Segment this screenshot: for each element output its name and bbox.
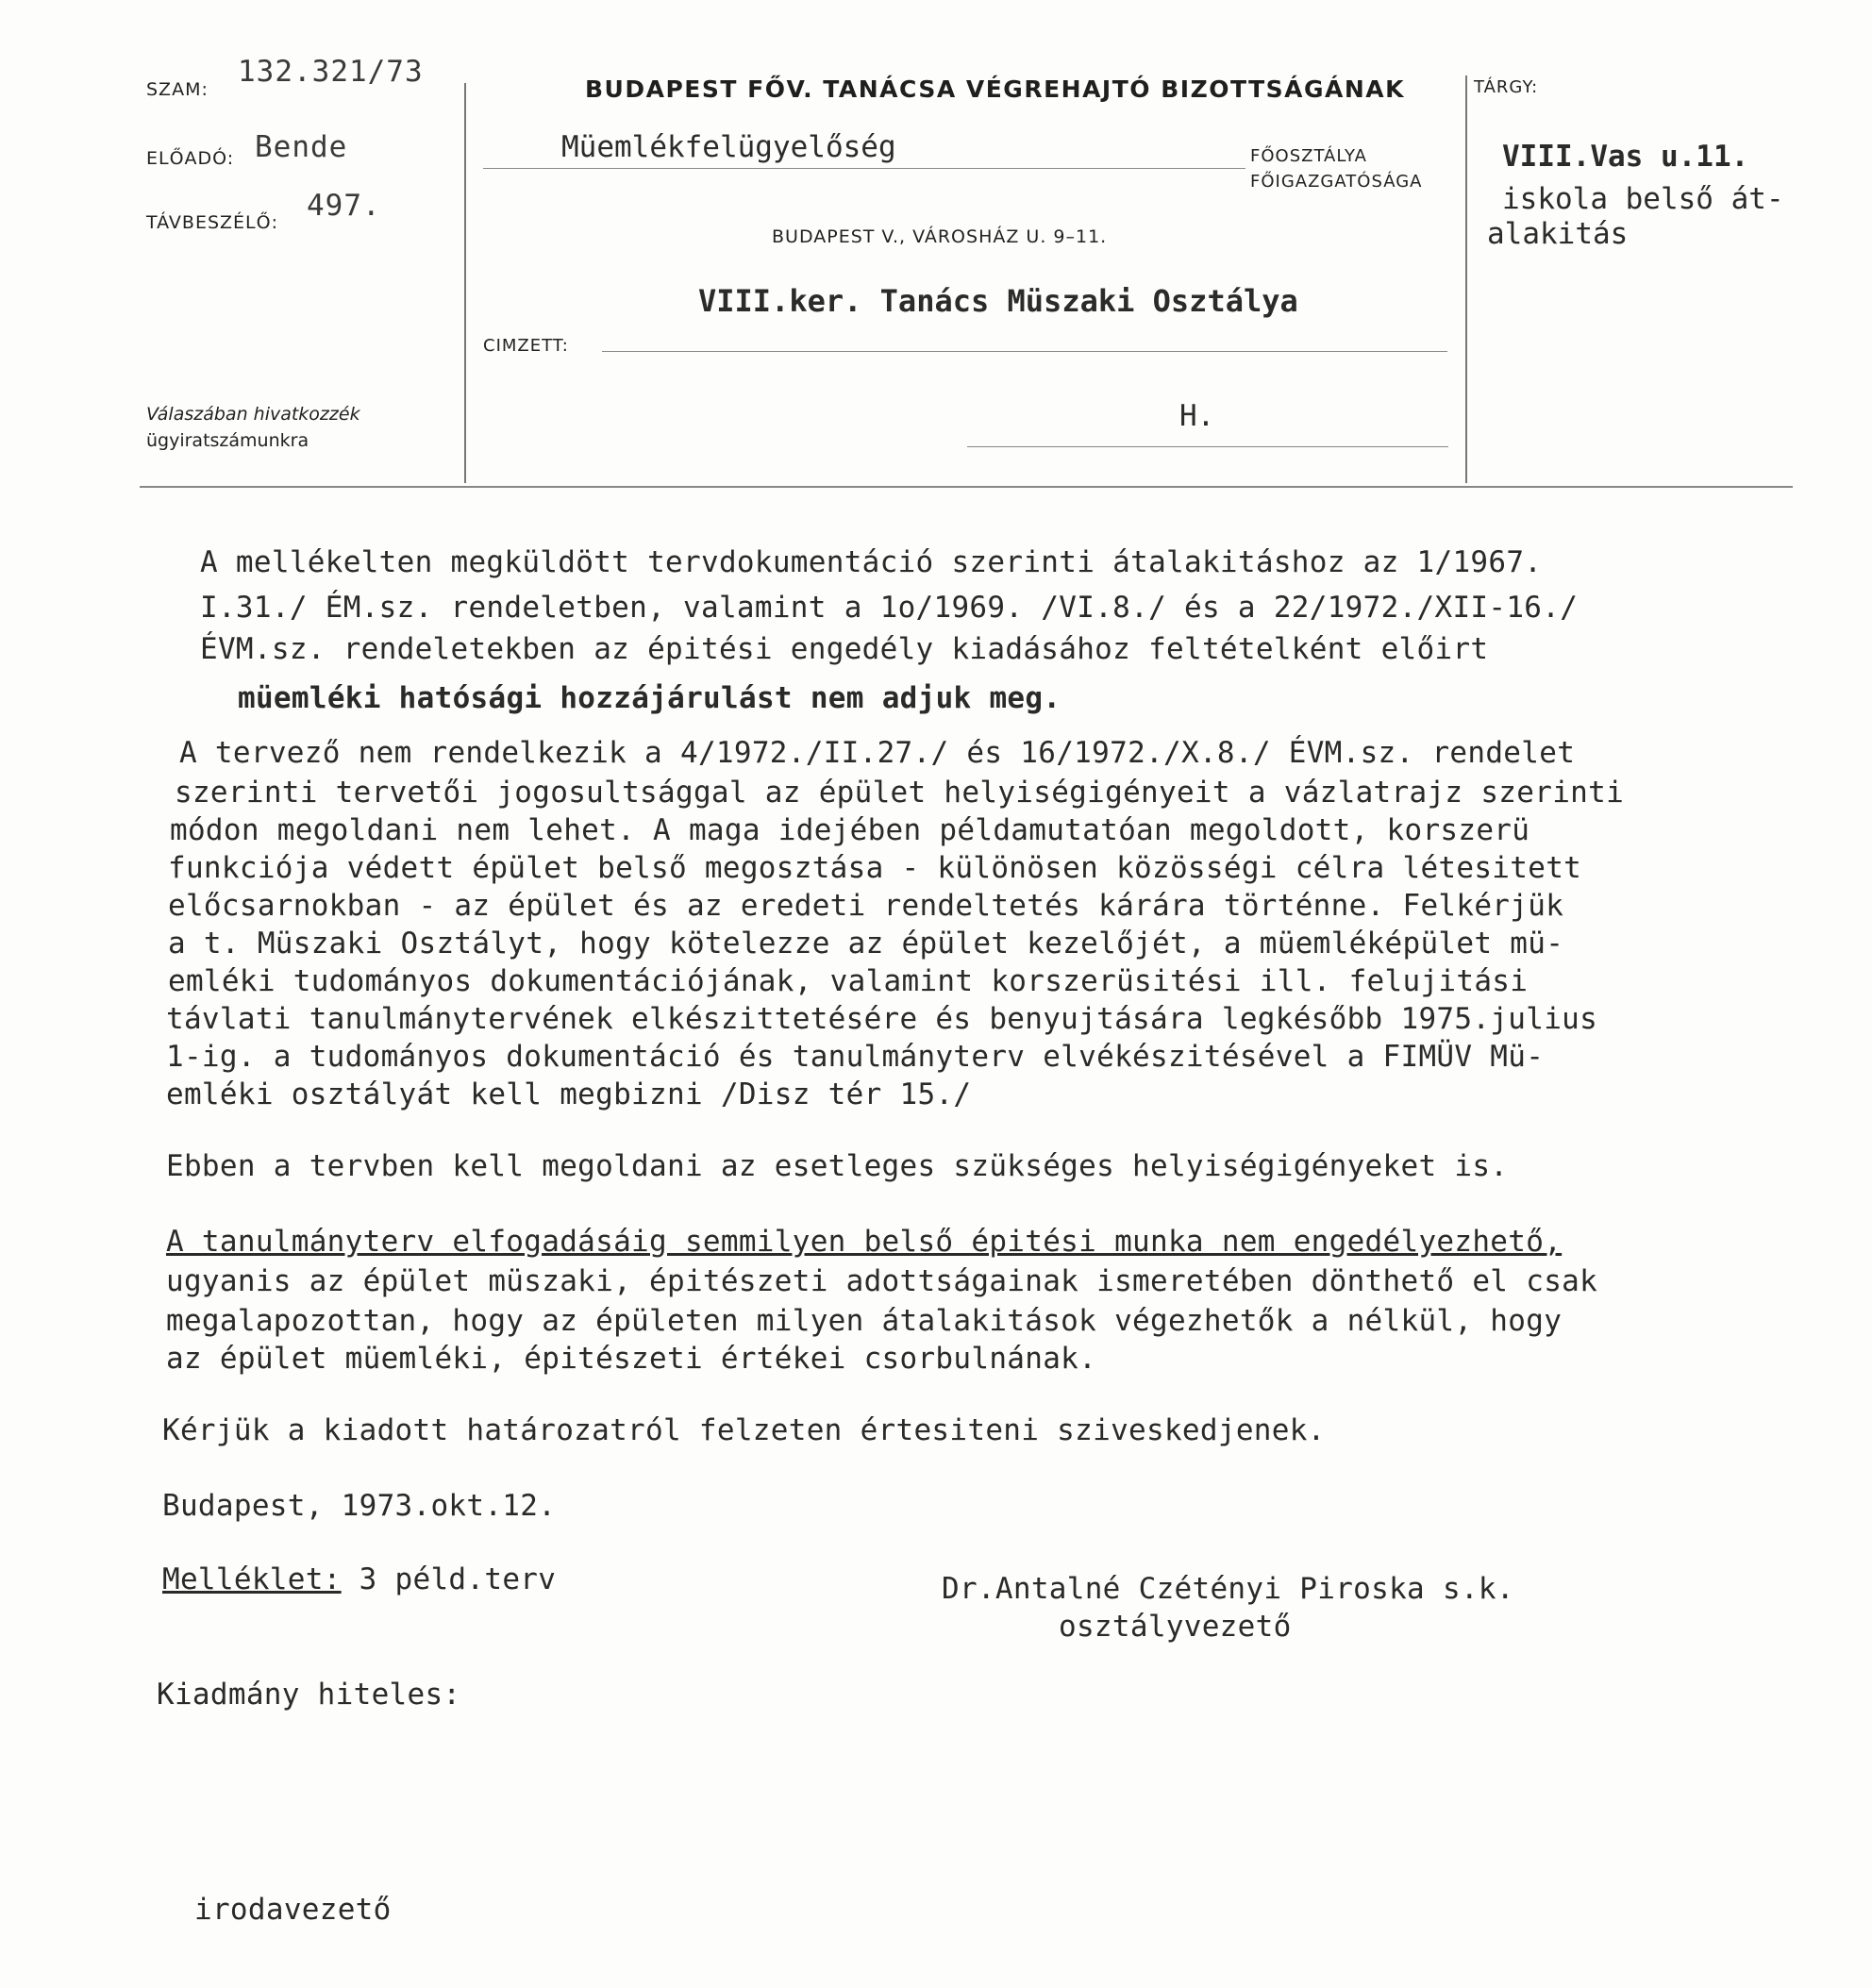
office-head-title: irodavezető xyxy=(194,1893,392,1927)
cimzett-value: VIII.ker. Tanács Müszaki Osztálya xyxy=(698,283,1298,319)
p1-line2: I.31./ ÉM.sz. rendeletben, valamint a 1o/1969. /VI.8./ és a 22/1972./XII-16./ xyxy=(200,591,1579,625)
signer-name: Dr.Antalné Czétényi Piroska s.k. xyxy=(942,1572,1514,1606)
org-unit: Müemlékfelügyelőség xyxy=(561,130,896,164)
fooosztalya-label: FŐOSZTÁLYA xyxy=(1250,146,1367,166)
attachment-value: 3 péld.terv xyxy=(341,1562,557,1596)
p4-line4: az épület müemléki, épitészeti értékei csorbulnának. xyxy=(166,1342,1097,1376)
hivatkozas-line2: ügyiratszámunkra xyxy=(146,430,309,451)
szam-value: 132.321/73 xyxy=(238,55,424,89)
org-unit-rule xyxy=(483,168,1245,169)
p2-line1: A tervező nem rendelkezik a 4/1972./II.27./ és 16/1972./X.8./ ÉVM.sz. rendelet xyxy=(179,736,1576,770)
p3-line: Ebben a tervben kell megoldani az esetleges szükséges helyiségigényeket is. xyxy=(166,1149,1509,1183)
p2-line7: emléki tudományos dokumentációjának, valamint korszerüsitési ill. felujitási xyxy=(168,964,1529,998)
org-title: BUDAPEST FŐV. TANÁCSA VÉGREHAJTÓ BIZOTTSÁGÁNAK xyxy=(585,75,1406,103)
p2-line9: 1-ig. a tudományos dokumentáció és tanulmányterv elvékészitésével a FIMÜV Mü- xyxy=(166,1040,1545,1074)
targy-line1: VIII.Vas u.11. xyxy=(1502,140,1749,174)
cimzett-label: CIMZETT: xyxy=(483,336,569,356)
targy-line2: iskola belső át- xyxy=(1502,182,1784,216)
p4-line3: megalapozottan, hogy az épületen milyen átalakitások végezhetők a nélkül, hogy xyxy=(166,1304,1563,1338)
szam-label: SZAM: xyxy=(146,79,209,100)
document-date: Budapest, 1973.okt.12. xyxy=(162,1489,557,1523)
p2-line3: módon megoldani nem lehet. A maga idejében példamutatóan megoldott, korszerü xyxy=(170,813,1530,847)
p2-line8: távlati tanulmánytervének elkészittetésére és benyujtására legkésőbb 1975.julius xyxy=(166,1002,1598,1036)
right-column-divider xyxy=(1465,75,1467,483)
foigazgatosaga-label: FŐIGAZGATÓSÁGA xyxy=(1250,172,1423,192)
p4-line1: A tanulmányterv elfogadásáig semmilyen belső épitési munka nem engedélyezhető, xyxy=(166,1225,1563,1259)
eloado-value: Bende xyxy=(255,130,348,164)
signer-title: osztályvezető xyxy=(1059,1610,1292,1644)
targy-label: TÁRGY: xyxy=(1474,77,1539,97)
p2-line2: szerinti tervetői jogosultsággal az épület helyiségigényeit a vázlatrajz szerinti xyxy=(175,776,1625,810)
eloado-label: ELŐADÓ: xyxy=(146,148,235,169)
p5-line: Kérjük a kiadott határozatról felzeten értesiteni sziveskedjenek. xyxy=(162,1413,1326,1447)
p2-line10: emléki osztályát kell megbizni /Disz tér 15./ xyxy=(166,1078,972,1111)
p2-line4: funkciója védett épület belső megosztása - különösen közösségi célra létesitett xyxy=(168,851,1582,885)
header-bottom-rule xyxy=(140,486,1793,488)
tavbeszelo-label: TÁVBESZÉLŐ: xyxy=(146,212,278,233)
certified-label: Kiadmány hiteles: xyxy=(157,1678,461,1712)
attachment xyxy=(162,1562,556,1596)
city-rule xyxy=(967,446,1448,447)
tavbeszelo-value: 497. xyxy=(307,189,381,223)
p1-line1: A mellékelten megküldött tervdokumentáció szerinti átalakitáshoz az 1/1967. xyxy=(200,545,1543,579)
cimzett-rule xyxy=(602,351,1447,352)
p1-line3: ÉVM.sz. rendeletekben az épitési engedély kiadásához feltételként előirt xyxy=(200,632,1489,666)
p1-line4: müemléki hatósági hozzájárulást nem adjuk meg. xyxy=(238,681,1061,715)
cimzett-city: H. xyxy=(1179,399,1215,433)
p4-line2: ugyanis az épület müszaki, épitészeti adottságainak ismeretében dönthető el csak xyxy=(166,1264,1598,1298)
left-column-divider xyxy=(464,83,466,483)
attachment-label: Melléklet: xyxy=(162,1562,342,1596)
p2-line5: előcsarnokban - az épület és az eredeti rendeltetés kárára történne. Felkérjük xyxy=(168,889,1564,923)
targy-line3: alakitás xyxy=(1487,217,1629,251)
hivatkozas-line1: Válaszában hivatkozzék xyxy=(146,404,360,425)
p2-line6: a t. Müszaki Osztályt, hogy kötelezze az épület kezelőjét, a müemléképület mü- xyxy=(168,927,1564,961)
office-address: BUDAPEST V., VÁROSHÁZ U. 9–11. xyxy=(772,226,1108,247)
